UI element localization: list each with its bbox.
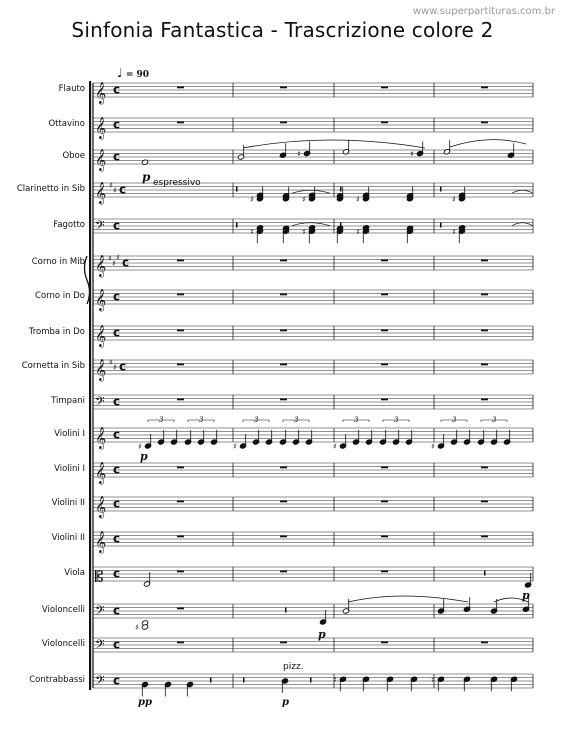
sharp-icon: ♯ — [113, 363, 117, 372]
time-signature: c — [113, 566, 121, 581]
whole-rest-icon — [280, 87, 287, 89]
treble-clef-icon: 𝄞 — [95, 462, 107, 484]
instrument-label: Violoncelli — [41, 605, 85, 615]
whole-rest-icon — [280, 330, 287, 332]
triplet-number: 3 — [294, 416, 299, 424]
time-signature: c — [113, 531, 121, 546]
watermark: www.superpartituras.com.br — [412, 6, 555, 17]
instrument-label: Flauto — [58, 84, 85, 94]
time-signature: c — [113, 218, 121, 233]
sharp-icon: ♯ — [138, 442, 142, 451]
whole-rest-icon — [177, 536, 184, 538]
bass-clef-icon: 𝄢 — [95, 394, 105, 412]
sharp-icon: ♯ — [109, 358, 113, 367]
instrument-label: Violini II — [51, 533, 85, 543]
instrument-label: Tromba in Do — [28, 327, 85, 337]
whole-rest-icon — [381, 571, 388, 573]
time-signature: c — [113, 149, 121, 164]
whole-rest-icon — [280, 642, 287, 644]
instrument-label: Contrabbassi — [29, 675, 85, 685]
dynamic-pp: pp — [138, 697, 152, 708]
quarter-rest-icon — [340, 187, 342, 192]
instrument-label: Viola — [64, 568, 85, 578]
whole-rest-icon — [280, 536, 287, 538]
instrument-label: Corno in Do — [35, 291, 85, 301]
sharp-icon: ♯ — [452, 194, 456, 204]
quarter-rest-icon — [210, 678, 212, 683]
time-signature: c — [113, 325, 121, 340]
whole-rest-icon — [280, 364, 287, 366]
sharp-icon: ♯ — [113, 186, 117, 195]
whole-rest-icon — [481, 260, 488, 262]
tempo-value: = 90 — [125, 70, 150, 80]
whole-rest-icon — [481, 536, 488, 538]
whole-rest-icon — [381, 501, 388, 503]
whole-rest-icon — [280, 501, 287, 503]
whole-rest-icon — [177, 608, 184, 610]
whole-rest-icon — [177, 364, 184, 366]
treble-clef-icon: 𝄞 — [95, 149, 107, 171]
triplet-number: 3 — [159, 416, 164, 424]
sharp-icon: ♯ — [333, 675, 337, 685]
whole-rest-icon — [177, 122, 184, 124]
time-signature: c — [113, 82, 121, 97]
sharp-icon: ♯ — [116, 253, 120, 262]
sharp-icon: ♯ — [302, 194, 306, 204]
treble-clef-icon: 𝄞 — [95, 289, 107, 311]
instrument-label: Clarinetto in Sib — [16, 184, 85, 194]
whole-rest-icon — [381, 87, 388, 89]
time-signature: c — [113, 117, 121, 132]
quarter-rest-icon — [243, 678, 245, 683]
triplet-number: 3 — [199, 416, 204, 424]
whole-rest-icon — [481, 122, 488, 124]
dynamic-p: p — [282, 697, 289, 708]
whole-rest-icon — [177, 571, 184, 573]
dynamic-p: p — [318, 628, 326, 641]
whole-rest-icon — [177, 467, 184, 469]
notehead — [141, 159, 148, 165]
sharp-icon: ♯ — [431, 442, 435, 451]
instrument-label: Oboe — [62, 151, 85, 161]
whole-rest-icon — [177, 330, 184, 332]
sharp-icon: ♯ — [250, 227, 254, 237]
time-signature: c — [113, 673, 121, 688]
time-signature: c — [113, 462, 121, 477]
score-title: Sinfonia Fantastica - Trascrizione colore 2 — [71, 18, 494, 42]
whole-rest-icon — [381, 467, 388, 469]
quarter-rest-icon — [340, 223, 342, 228]
pizz-text: pizz. — [283, 662, 304, 672]
triplet-number: 3 — [354, 416, 359, 424]
quarter-rest-icon — [484, 571, 486, 576]
sharp-icon: ♯ — [250, 194, 254, 204]
slur — [348, 596, 468, 602]
sharp-icon: ♯ — [452, 227, 456, 237]
time-signature: c — [113, 394, 121, 409]
whole-rest-icon — [280, 294, 287, 296]
time-signature: c — [119, 182, 127, 197]
sharp-icon: ♯ — [410, 149, 414, 159]
whole-rest-icon — [177, 87, 184, 89]
sharp-icon: ♯ — [356, 194, 360, 204]
treble-clef-icon: 𝄞 — [95, 359, 107, 381]
whole-rest-icon — [381, 364, 388, 366]
bass-clef-icon: 𝄢 — [95, 637, 105, 655]
whole-rest-icon — [481, 642, 488, 644]
system-bracket — [89, 81, 91, 690]
treble-clef-icon: 𝄞 — [95, 82, 107, 104]
sharp-icon: ♯ — [112, 259, 116, 268]
whole-rest-icon — [177, 642, 184, 644]
instrument-label: Violini I — [54, 429, 85, 439]
slur — [450, 140, 526, 147]
time-signature: c — [122, 255, 130, 270]
sharp-icon: ♯ — [297, 149, 301, 159]
whole-rest-icon — [481, 87, 488, 89]
instrument-label: Violoncelli — [41, 639, 85, 649]
instrument-label: Cornetta in Sib — [21, 361, 85, 371]
bass-clef-icon: 𝄢 — [95, 218, 105, 236]
quarter-rest-icon — [440, 187, 442, 192]
quarter-rest-icon — [236, 223, 238, 228]
tie — [512, 190, 533, 193]
time-signature: c — [113, 496, 121, 511]
whole-rest-icon — [481, 399, 488, 401]
instrument-label: Timpani — [51, 396, 85, 406]
triplet-number: 3 — [394, 416, 399, 424]
whole-rest-icon — [280, 467, 287, 469]
sharp-icon: ♯ — [333, 442, 337, 451]
whole-rest-icon — [381, 536, 388, 538]
sharp-icon: ♯ — [356, 227, 360, 237]
whole-rest-icon — [381, 294, 388, 296]
time-signature: c — [113, 603, 121, 618]
horn-brace — [85, 256, 90, 304]
treble-clef-icon: 𝄞 — [95, 117, 107, 139]
triplet-number: 3 — [492, 416, 497, 424]
sharp-icon: ♯ — [135, 623, 139, 632]
time-signature: c — [113, 289, 121, 304]
bass-clef-icon: 𝄢 — [95, 603, 105, 621]
sharp-icon: ♯ — [302, 227, 306, 237]
quarter-note-icon: ♩ — [117, 66, 123, 80]
whole-rest-icon — [280, 571, 287, 573]
dynamic-p: p — [140, 450, 148, 463]
quarter-rest-icon — [236, 187, 238, 192]
treble-clef-icon: 𝄞 — [95, 182, 107, 204]
dynamic-p: p — [142, 170, 151, 184]
whole-rest-icon — [481, 467, 488, 469]
treble-clef-icon: 𝄞 — [95, 427, 107, 449]
whole-rest-icon — [177, 501, 184, 503]
whole-rest-icon — [381, 122, 388, 124]
whole-rest-icon — [481, 294, 488, 296]
instrument-label: Violini II — [51, 498, 85, 508]
triplet-number: 3 — [452, 416, 457, 424]
whole-rest-icon — [481, 364, 488, 366]
treble-clef-icon: 𝄞 — [95, 255, 107, 277]
whole-rest-icon — [280, 122, 287, 124]
whole-rest-icon — [280, 399, 287, 401]
alto-clef-icon: 𝄡 — [95, 567, 104, 586]
instrument-label: Ottavino — [48, 119, 85, 129]
sharp-icon: ♯ — [108, 254, 112, 263]
treble-clef-icon: 𝄞 — [95, 496, 107, 518]
whole-rest-icon — [177, 294, 184, 296]
sharp-icon: ♯ — [109, 181, 113, 190]
dynamic-p: p — [522, 589, 530, 602]
whole-rest-icon — [481, 501, 488, 503]
expression-text: espressivo — [153, 178, 201, 188]
tie — [512, 223, 533, 226]
whole-rest-icon — [177, 399, 184, 401]
instrument-label: Fagotto — [53, 220, 85, 230]
instrument-label: Corno in Mib — [31, 257, 85, 267]
whole-rest-icon — [381, 260, 388, 262]
triplet-number: 3 — [254, 416, 259, 424]
whole-rest-icon — [381, 330, 388, 332]
whole-rest-icon — [381, 642, 388, 644]
quarter-rest-icon — [440, 223, 442, 228]
time-signature: c — [113, 427, 121, 442]
slur — [243, 140, 425, 148]
treble-clef-icon: 𝄞 — [95, 531, 107, 553]
whole-rest-icon — [280, 260, 287, 262]
treble-clef-icon: 𝄞 — [95, 325, 107, 347]
whole-rest-icon — [177, 260, 184, 262]
bass-clef-icon: 𝄢 — [95, 673, 105, 691]
sharp-icon: ♯ — [233, 442, 237, 451]
time-signature: c — [113, 637, 121, 652]
instrument-label: Violini I — [54, 464, 85, 474]
quarter-rest-icon — [310, 678, 312, 683]
quarter-rest-icon — [285, 608, 287, 613]
whole-rest-icon — [481, 330, 488, 332]
whole-rest-icon — [381, 399, 388, 401]
sharp-icon: ♯ — [431, 675, 435, 685]
time-signature: c — [119, 359, 127, 374]
